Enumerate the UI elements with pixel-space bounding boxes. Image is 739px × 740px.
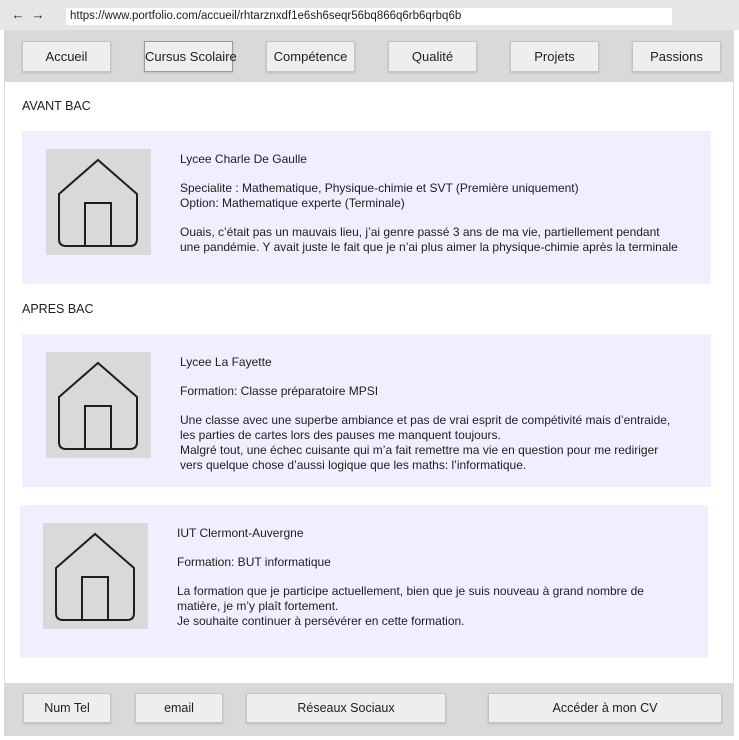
card-detail-line: Formation: Classe préparatoire MPSI bbox=[180, 384, 379, 398]
card-detail-line: Specialite : Mathematique, Physique-chimie et SVT (Première uniquement) bbox=[180, 181, 579, 195]
house-icon bbox=[43, 523, 148, 629]
house-icon bbox=[46, 352, 151, 458]
browser-toolbar bbox=[0, 0, 739, 30]
card-description-line: La formation que je participe actuellement, bien que je suis nouveau à grand nombre de bbox=[177, 584, 644, 598]
education-card-iut-clermont-auvergne bbox=[20, 505, 708, 658]
card-title: Lycee Charle De Gaulle bbox=[180, 152, 307, 166]
card-title: IUT Clermont-Auvergne bbox=[177, 526, 304, 540]
top-navigation bbox=[4, 30, 734, 82]
card-text bbox=[180, 152, 678, 255]
nav-cursus-scolaire-button[interactable]: Cursus Scolaire bbox=[144, 41, 233, 72]
card-detail-line: Formation: BUT informatique bbox=[177, 555, 331, 569]
card-description-line: vers quelque chose d’aussi logique que les maths: l’informatique. bbox=[180, 458, 527, 472]
card-title: Lycee La Fayette bbox=[180, 355, 272, 369]
card-description-line: les parties de cartes lors des pauses me manquent toujours. bbox=[180, 428, 501, 442]
footer-num-tel-button[interactable]: Num Tel bbox=[23, 693, 111, 723]
education-card-lycee-la-fayette bbox=[22, 334, 711, 487]
card-text bbox=[180, 355, 670, 473]
nav-passions-button[interactable]: Passions bbox=[632, 41, 721, 72]
footer-acceder-cv-button[interactable]: Accéder à mon CV bbox=[488, 693, 722, 723]
card-description-line: Une classe avec une superbe ambiance et pas de vrai esprit de compétivité mais d’entraide, bbox=[180, 413, 671, 427]
footer-reseaux-sociaux-button[interactable]: Réseaux Sociaux bbox=[246, 693, 446, 723]
nav-competence-button[interactable]: Compétence bbox=[266, 41, 355, 72]
section-title-avant-bac: AVANT BAC bbox=[22, 99, 91, 113]
card-description-line: une pandémie. Y avait juste le fait que je n’ai plus aimer la physique-chimie après la terminale bbox=[180, 240, 678, 254]
footer-email-button[interactable]: email bbox=[135, 693, 223, 723]
card-description-line: Je souhaite continuer à persévérer en cette formation. bbox=[177, 614, 465, 628]
nav-accueil-button[interactable]: Accueil bbox=[22, 41, 111, 72]
card-detail-line: Option: Mathematique experte (Terminale) bbox=[180, 196, 405, 210]
card-text bbox=[177, 526, 644, 629]
card-description-line: matière, je m’y plaît fortement. bbox=[177, 599, 339, 613]
address-bar[interactable]: https://www.portfolio.com/accueil/rhtarznxdf1e6sh6seqr56bq866q6rb6qrbq6b bbox=[66, 8, 672, 25]
card-description-line: Ouais, c’était pas un mauvais lieu, j’ai genre passé 3 ans de ma vie, partiellement pendant bbox=[180, 225, 660, 239]
education-card-lycee-charle-de-gaulle bbox=[22, 131, 711, 284]
card-description-line: Malgré tout, une échec cuisante qui m’a fait remettre ma vie en question pour me rediriger bbox=[180, 443, 659, 457]
nav-qualite-button[interactable]: Qualité bbox=[388, 41, 477, 72]
back-arrow-icon[interactable]: ← bbox=[11, 7, 25, 22]
footer-bar bbox=[4, 683, 734, 736]
forward-arrow-icon[interactable]: → bbox=[31, 7, 45, 22]
house-icon bbox=[46, 149, 151, 255]
nav-projets-button[interactable]: Projets bbox=[510, 41, 599, 72]
section-title-apres-bac: APRES BAC bbox=[22, 302, 94, 316]
